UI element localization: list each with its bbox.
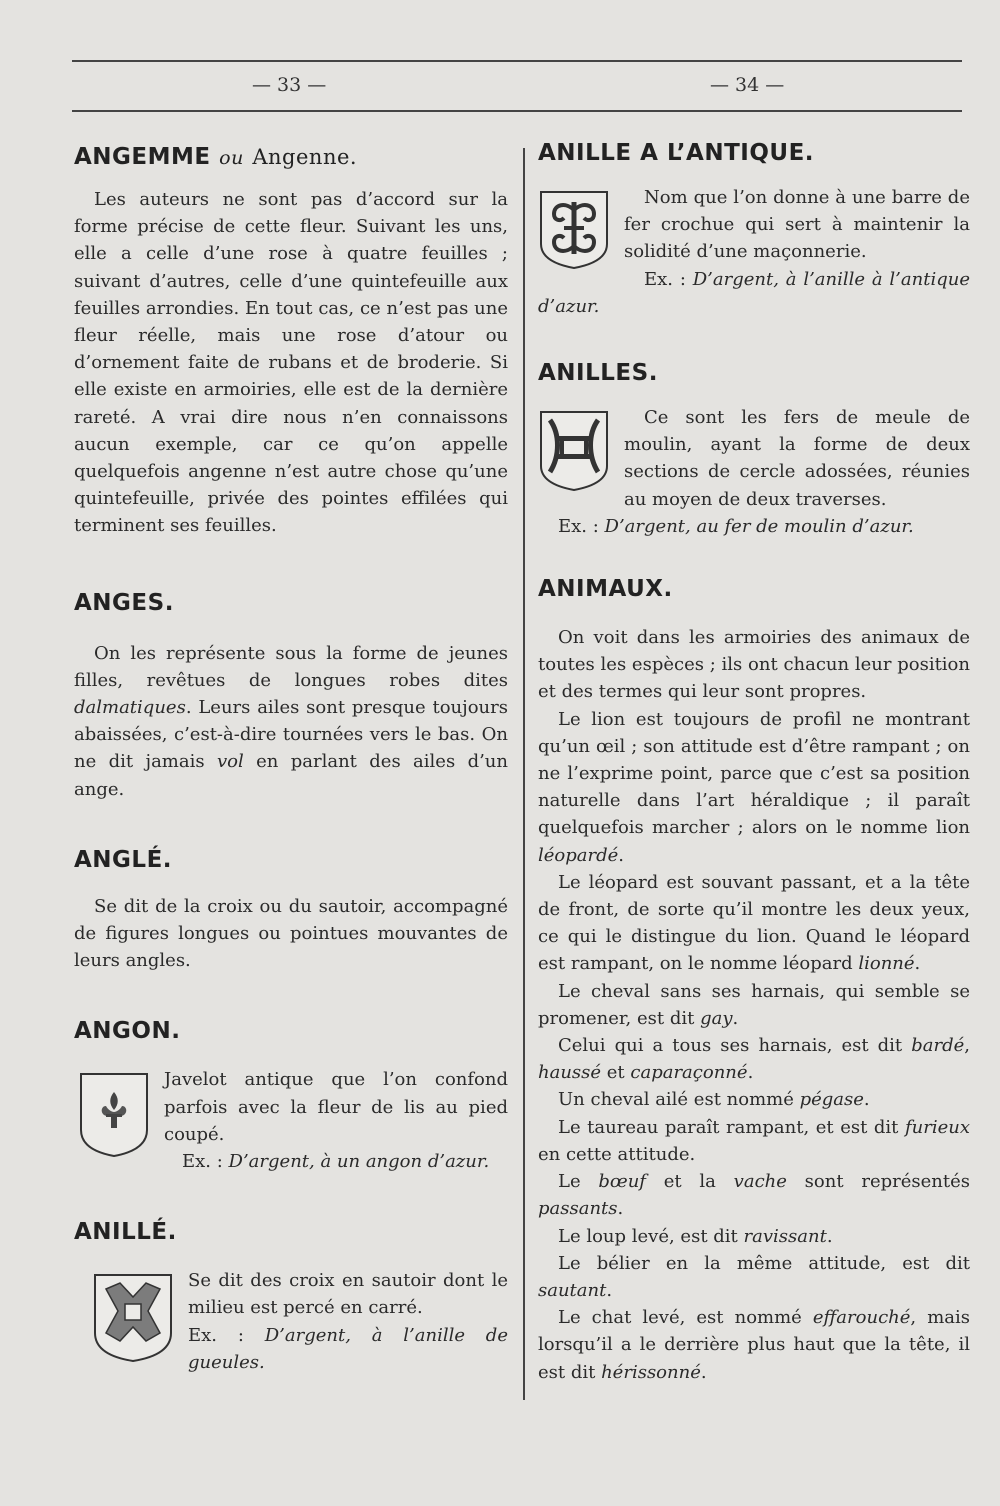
entry-example: Ex. : D’argent, à l’anille à l’antique d’azur.: [538, 268, 970, 317]
entry-body: Ce sont les fers de meule de moulin, ayant la forme de deux sections de cercle adossées, réunies au moyen de deux traverses.: [624, 407, 970, 510]
paragraph: On voit dans les armoiries des animaux de toutes les espèces ; ils ont chacun leur position et des termes qui leur sont propres.: [538, 627, 970, 703]
top-rule: [72, 60, 962, 62]
paragraph: Le chat levé, est nommé effarouché, mais lorsqu’il a le derrière plus haut que la tête, il est dit hérissonné.: [538, 1307, 970, 1383]
paragraph: Le bœuf et la vache sont représentés passants.: [538, 1171, 970, 1220]
entry-title: ANGON.: [74, 1018, 181, 1045]
paragraph: Celui qui a tous ses harnais, est dit bardé, haussé et caparaçonné.: [538, 1035, 970, 1084]
entry-title: ANILLES.: [538, 360, 658, 387]
header-rule: [72, 110, 962, 112]
entry-title: ANGES.: [74, 589, 174, 616]
entry-body: Nom que l’on donne à une barre de fer crochue qui sert à maintenir la solidité d’une maçonnerie.: [624, 187, 970, 263]
entry-angemme: [74, 144, 508, 540]
entry-title: ANGLÉ.: [74, 846, 173, 873]
entry-anilles: [538, 360, 970, 540]
title-main: ANGEMME: [74, 144, 211, 170]
title-alt: Angenne.: [252, 145, 358, 169]
entry-title: ANIMAUX.: [538, 576, 673, 603]
page-number-left: — 33 —: [252, 74, 327, 96]
paragraph: Le léopard est souvant passant, et a la tête de front, de sorte qu’il montre les deux yeux, ce qui le distingue du lion. Quand le léopard est rampant, on le nomme léopard lionné.: [538, 871, 970, 975]
entry-angle: [74, 847, 508, 975]
entry-anille-antique: [538, 140, 970, 320]
paragraph: Le loup levé, est dit ravissant.: [558, 1225, 833, 1247]
page-number-right: — 34 —: [710, 74, 785, 96]
entry-animaux: [538, 576, 970, 1386]
right-column: [538, 138, 970, 1386]
anille-antique-shield-icon: [538, 188, 610, 270]
entry-anille: [74, 1219, 508, 1376]
entry-anges: [74, 590, 508, 803]
entry-title: ANILLE A L’ANTIQUE.: [538, 140, 815, 166]
paragraph: Le lion est toujours de profil ne montrant qu’un œil ; son attitude est d’être rampant ; on ne l’exprime point, parce que c’est sa position naturelle dans l’art héraldique ; il paraît quelquefois marcher ; alors on le nomme lion léopardé.: [538, 708, 970, 866]
entry-body: Se dit des croix en sautoir dont le milieu est percé en carré.: [188, 1270, 508, 1319]
angon-shield-icon: [78, 1070, 150, 1158]
left-column: [74, 138, 508, 1416]
entry-example: Ex. : D’argent, à un angon d’azur.: [182, 1151, 490, 1173]
entry-title: ANILLÉ.: [74, 1219, 177, 1246]
entry-example: Ex. : D’argent, au fer de moulin d’azur.: [558, 515, 914, 537]
entry-body: On les représente sous la forme de jeunes filles, revêtues de longues robes dites dalmatiques. Leurs ailes sont presque toujours abaissées, c’est-à-dire tournées vers le bas. On ne dit jamais vol en parlant des ailes d’un ange.: [74, 642, 508, 800]
anilles-shield-icon: [538, 408, 610, 492]
paragraph: Un cheval ailé est nommé pégase.: [558, 1089, 870, 1111]
entry-body: Se dit de la croix ou du sautoir, accompagné de figures longues ou pointues mouvantes de leurs angles.: [74, 895, 508, 972]
entry-angon: [74, 1018, 508, 1175]
paragraph: Le taureau paraît rampant, et est dit furieux en cette attitude.: [538, 1116, 970, 1165]
anille-shield-icon: [92, 1271, 174, 1363]
entry-title: [74, 144, 508, 170]
column-divider: [523, 148, 525, 1400]
title-connector: ou: [219, 147, 244, 169]
entry-body: Les auteurs ne sont pas d’accord sur la forme précise de cette fleur. Suivant les uns, elle a celle d’une rose à quatre feuilles ; suivant d’autres, celle d’une quintefeuille aux feuilles arrondies. En tout cas, ce n’est pas une fleur réelle, mais une rose d’atour ou d’ornement faite de rubans et de broderie. Si elle existe en armoiries, elle est de la dernière rareté. A vrai dire nous n’en connaissons aucun exemple, car ce qu’on appelle quelquefois angenne n’est autre chose qu’une quintefeuille, privée des pointes effilées qui terminent ses feuilles.: [74, 189, 508, 537]
entry-body: Javelot antique que l’on confond parfois avec la fleur de lis au pied coupé.: [164, 1069, 508, 1145]
entry-example: Ex. : D’argent, à l’anille de gueules.: [188, 1324, 508, 1373]
paragraph: Le cheval sans ses harnais, qui semble se promener, est dit gay.: [538, 980, 970, 1029]
paragraph: Le bélier en la même attitude, est dit sautant.: [538, 1252, 970, 1301]
